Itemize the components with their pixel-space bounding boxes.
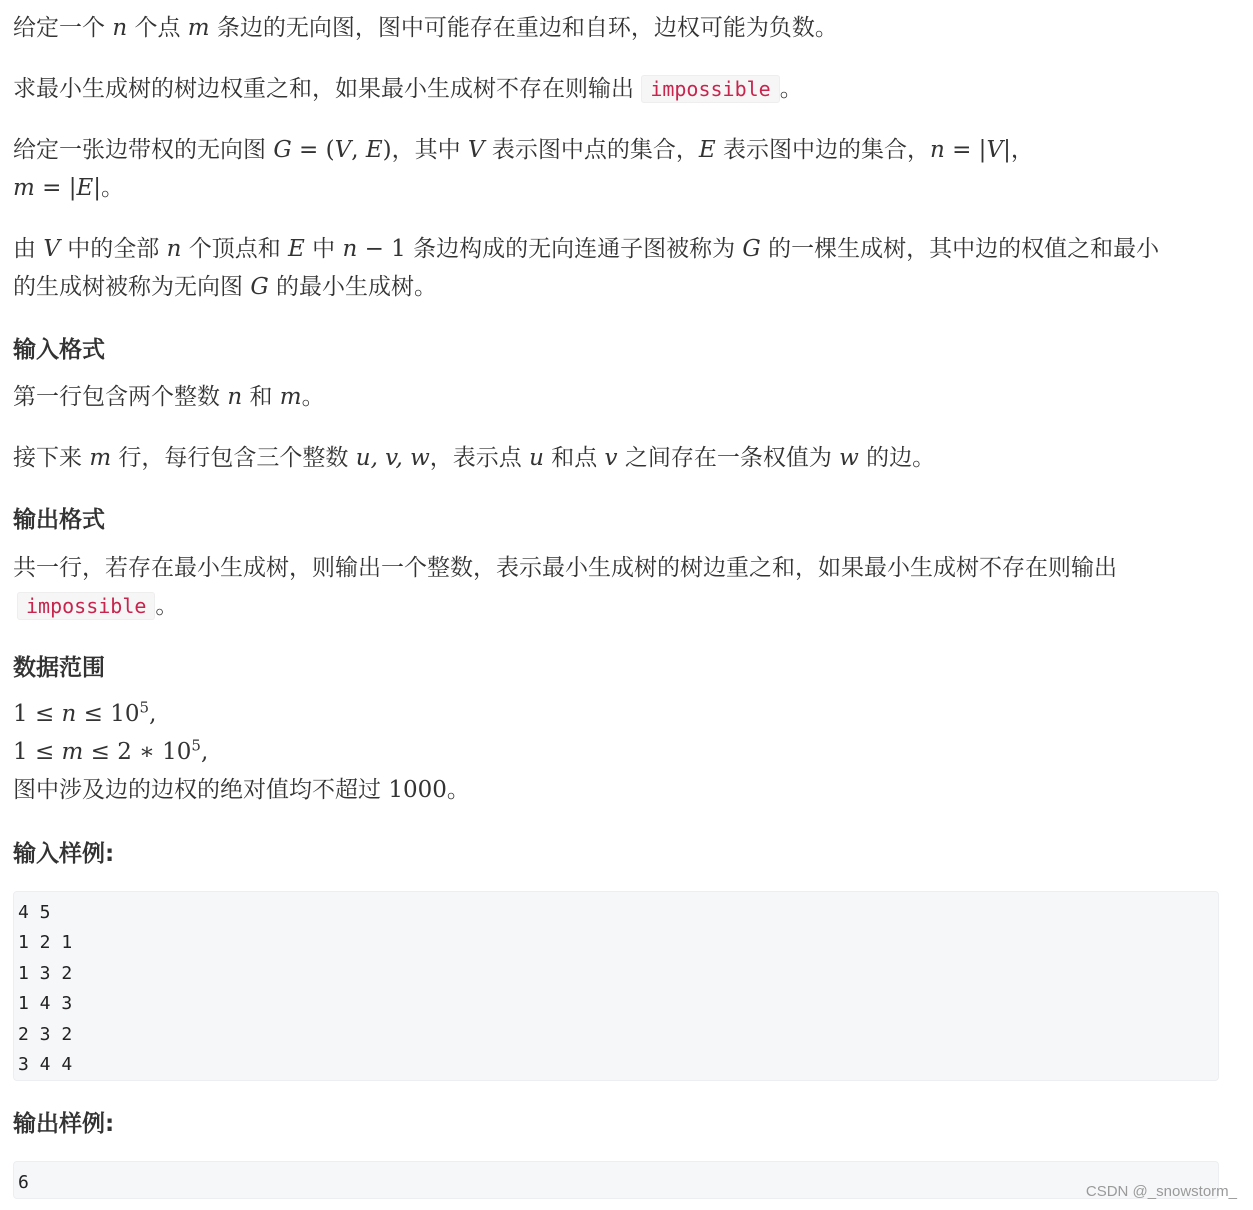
sample-input-block[interactable] [13,891,1219,1081]
sample-input-heading: 输入样例: [13,841,115,867]
output-format-heading: 输出格式 [13,507,105,533]
data-range-heading: 数据范围 [13,655,105,681]
output-format-text: 共一行，若存在最小生成树，则输出一个整数，表示最小生成树的树边重之和，如果最小生成树不存在则输出 impossible 。 [13,555,1117,619]
csdn-watermark: CSDN @_snowstorm_ [1085,1183,1237,1200]
sample-input-line: 1 4 3 [18,993,73,1015]
sample-input-line: 3 4 4 [18,1054,73,1076]
sample-output-heading: 输出样例: [13,1111,115,1137]
sample-input-line: 4 5 [18,902,51,923]
input-format-line-2: 接下来 m 行，每行包含三个整数 u, v, w，表示点 u 和点 v 之间存在一条权值为 w 的边。 [13,445,936,471]
data-range-list: $1 \le n \le 10^5$, 1 ≤ m ≤ 2 ∗ $10^5$, 图中涉及边的边权的绝对值均不超过 1000。 [13,698,470,803]
sample-output-block[interactable] [13,1161,1219,1199]
problem-statement-1: 给定一个 n 个点 m 条边的无向图，图中可能存在重边和自环，边权可能为负数。 [13,15,838,41]
sample-input-line: 1 2 1 [18,932,73,954]
impossible-code: impossible [641,75,779,103]
spanning-tree-definition: 由 V 中的全部 n 个顶点和 E 中 n − 1 条边构成的无向连通子图被称为 G 的一棵生成树，其中边的权值之和最小 的生成树被称为无向图 G 的最小生成树。 [13,236,1160,300]
sample-output-line: 6 [18,1172,29,1193]
definition-paragraph: 给定一张边带权的无向图 G = (V, E)，其中 V 表示图中点的集合，E 表示图中边的集合，n = |V|， m = |E|。 [13,137,1034,201]
sample-input-line: 2 3 2 [18,1023,73,1045]
input-format-line-1: 第一行包含两个整数 n 和 m。 [13,384,325,410]
problem-statement-2: 求最小生成树的树边权重之和，如果最小生成树不存在则输出 impossible 。 [13,76,803,102]
sample-input-line: 1 3 2 [18,962,73,984]
input-format-heading: 输入格式 [13,337,105,363]
impossible-code-output: impossible [17,592,155,620]
